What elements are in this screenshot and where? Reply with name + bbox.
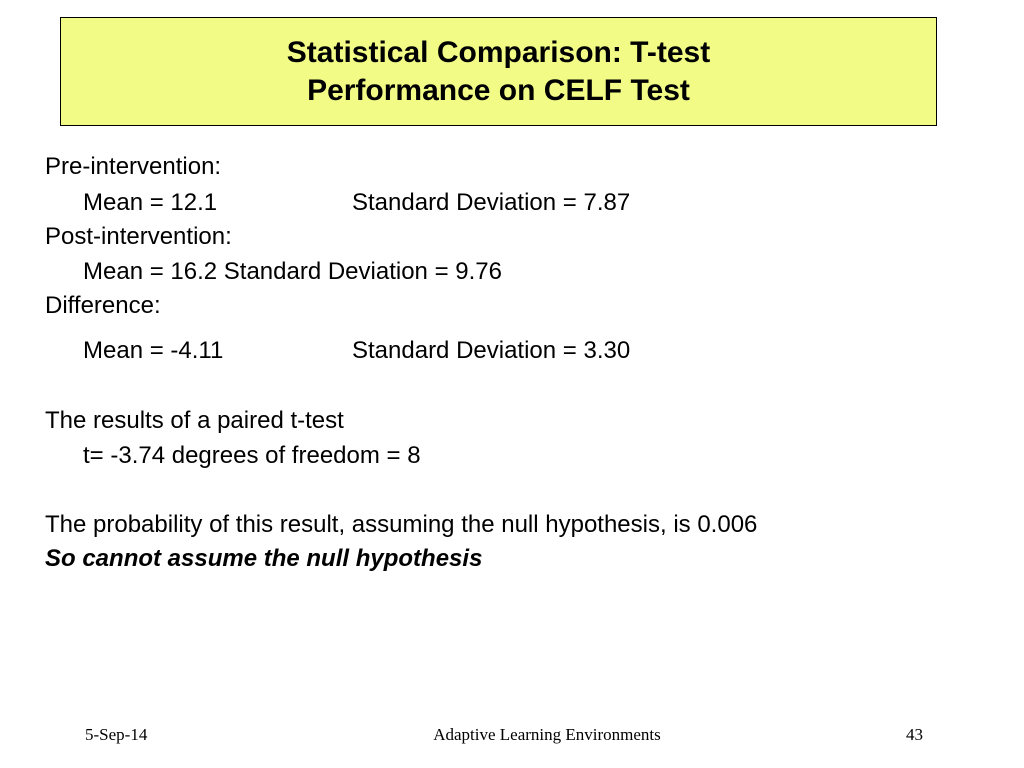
difference-sd: Standard Deviation = 3.30 — [352, 337, 631, 364]
footer-page-number: 43 — [906, 725, 923, 744]
difference-heading: Difference: — [45, 292, 161, 319]
slide-title-line-1: Statistical Comparison: T-test — [286, 35, 711, 69]
ttest-heading: The results of a paired t-test — [45, 407, 344, 434]
slide-title-line-2: Performance on CELF Test — [307, 73, 690, 107]
probability-statement: The probability of this result, assuming the null hypothesis, is 0.006 — [45, 511, 758, 538]
ttest-detail: t= -3.74 degrees of freedom = 8 — [83, 442, 421, 469]
pre-intervention-heading: Pre-intervention: — [45, 153, 222, 180]
pre-intervention-sd: Standard Deviation = 7.87 — [352, 189, 631, 216]
footer-date: 5-Sep-14 — [85, 725, 148, 744]
post-intervention-values: Mean = 16.2 Standard Deviation = 9.76 — [83, 258, 502, 285]
null-hypothesis-conclusion: So cannot assume the null hypothesis — [45, 545, 483, 572]
difference-mean: Mean = -4.11 — [83, 337, 224, 364]
slide-title-box — [60, 17, 937, 126]
pre-intervention-mean: Mean = 12.1 — [83, 189, 218, 216]
footer-course-title: Adaptive Learning Environments — [433, 725, 661, 744]
post-intervention-heading: Post-intervention: — [45, 223, 232, 250]
